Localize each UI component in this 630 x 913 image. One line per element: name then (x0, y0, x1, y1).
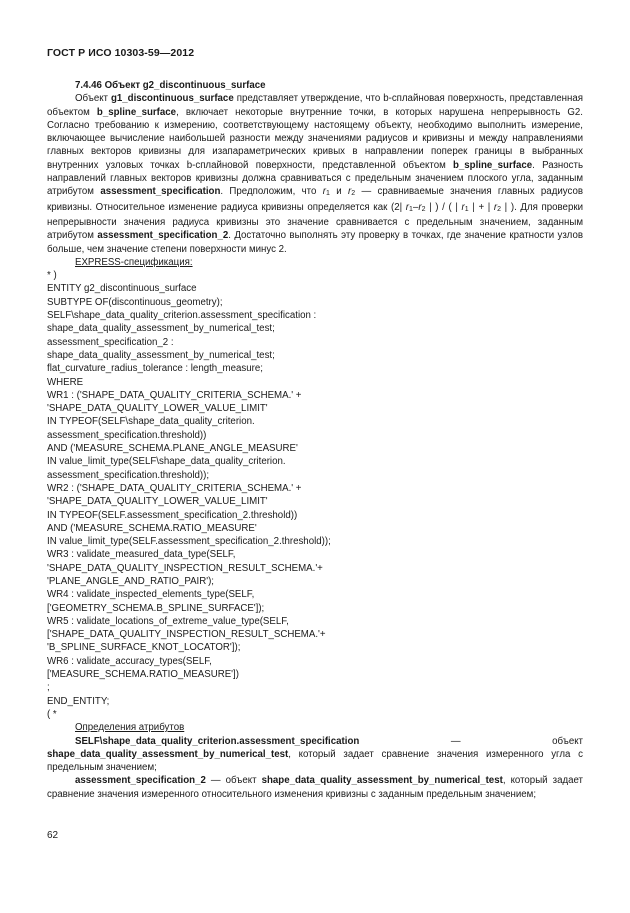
code-line: IN value_limit_type(SELF.assessment_specification_2.threshold)); (47, 536, 331, 548)
code-line: assessment_specification.threshold)); (47, 469, 210, 481)
code-line: ['SHAPE_DATA_QUALITY_INSPECTION_RESULT_SCHEMA.'+ (47, 629, 326, 641)
code-line: IN TYPEOF(SELF\shape_data_quality_criterion. (47, 416, 255, 428)
code-line: WR2 : ('SHAPE_DATA_QUALITY_CRITERIA_SCHEMA.' + (47, 482, 302, 494)
code-line: WR1 : ('SHAPE_DATA_QUALITY_CRITERIA_SCHEMA.' + (47, 389, 302, 401)
text-run: | ). Для проверки непрерывности значения радиуса кривизны это значение сравнивается с предельным значением, заданным атрибутом (47, 201, 583, 242)
text-run: , который задает сравнение значения измеренного угла с предельным значением; (47, 748, 583, 774)
code-line: WR3 : validate_measured_data_type(SELF, (47, 549, 236, 561)
text-run: – (412, 201, 419, 213)
code-line: 'SHAPE_DATA_QUALITY_LOWER_VALUE_LIMIT' (47, 403, 268, 415)
document-body (47, 79, 583, 801)
math-sub: 1 (325, 190, 330, 198)
code-line: WR6 : validate_accuracy_types(SELF, (47, 655, 212, 667)
math-var: r (418, 201, 422, 213)
attribute-name: assessment_specification (100, 186, 221, 198)
code-line: SUBTYPE OF(discontinuous_geometry); (47, 296, 223, 308)
entity-name: b_spline_surface (96, 106, 177, 118)
code-line: IN value_limit_type(SELF\shape_data_quality_criterion. (47, 456, 286, 468)
math-sub: 2 (351, 190, 356, 198)
code-line: WR4 : validate_inspected_elements_type(SELF, (47, 589, 255, 601)
express-code-block (47, 269, 583, 721)
text-run: Объект (75, 93, 111, 105)
section-title: 7.4.46 Объект g2_discontinuous_surface (75, 80, 266, 91)
code-line: ['MEASURE_SCHEMA.RATIO_MEASURE']) (47, 669, 239, 681)
code-line: ['GEOMETRY_SCHEMA.B_SPLINE_SURFACE']); (47, 602, 265, 614)
code-line: flat_curvature_radius_tolerance : length_measure; (47, 363, 263, 375)
code-line: shape_data_quality_assessment_by_numerical_test; (47, 349, 275, 361)
code-line: ( * (47, 708, 57, 720)
code-line: 'SHAPE_DATA_QUALITY_LOWER_VALUE_LIMIT' (47, 496, 268, 508)
attribute-definition-2 (47, 774, 583, 801)
text-run: , который задает сравнение значения измеренного относительного изменения кривизны с заданным предельным значением; (47, 775, 583, 800)
text-run: | ) / ( | (425, 201, 462, 213)
intro-paragraph (47, 92, 583, 256)
code-line: WR5 : validate_locations_of_extreme_value_type(SELF, (47, 615, 289, 627)
code-line: IN TYPEOF(SELF.assessment_specification_2.threshold)) (47, 509, 298, 521)
code-line: shape_data_quality_assessment_by_numerical_test; (47, 323, 275, 335)
math-sub: 2 (497, 205, 502, 213)
code-line: * ) (47, 270, 57, 282)
text-run: представляет утверждение, что b-сплайновая поверхность, представленная объектом (47, 93, 583, 118)
entity-name: shape_data_quality_assessment_by_numerical_test (261, 775, 503, 787)
text-run: . Разность направлений главных векторов кривизны должна сравниваться с предельным значением плоского угла, заданным атрибутом (47, 159, 583, 198)
code-line: assessment_specification.threshold)) (47, 429, 207, 441)
text-run: — сравниваемые значения главных радиусов кривизны. Относительное изменение радиуса кривизны определяется как (2| (47, 186, 583, 213)
text-run: . Предположим, что (220, 186, 323, 198)
attributes-label-text: Определения атрибутов (75, 722, 185, 734)
math-sub: 2 (421, 205, 426, 213)
text-run: — объект (205, 775, 262, 787)
code-line: WHERE (47, 376, 84, 388)
math-sub: 1 (464, 205, 469, 213)
math-var: r (493, 201, 498, 213)
code-line: AND ('MEASURE_SCHEMA.PLANE_ANGLE_MEASURE' (47, 443, 298, 455)
code-line: 'SHAPE_DATA_QUALITY_INSPECTION_RESULT_SCHEMA.'+ (47, 562, 323, 574)
code-line: SELF\shape_data_quality_criterion.assessment_specification : (47, 310, 317, 322)
text-run: — объект (359, 735, 583, 747)
running-header: ГОСТ Р ИСО 10303-59—2012 (47, 47, 195, 59)
code-line: ENTITY g2_discontinuous_surface (47, 283, 197, 295)
math-var: r (347, 186, 352, 198)
code-line: AND ('MEASURE_SCHEMA.RATIO_MEASURE' (47, 522, 257, 534)
entity-name: b_spline_surface (452, 159, 533, 171)
attribute-name: SELF\shape_data_quality_criterion.assessment_specification (75, 735, 360, 747)
attribute-definition-1 (47, 735, 583, 775)
text-run: , включает некоторые внутренние точки, в которых нарушена непрерывность G2. Согласно требованию к измерению, соответствующему настоящему объекту, необходимо выполнить измерение, включающее вычисление наибольшей разности между значениями радиусов и кривизны и между направлениями главных векторов кривизны для изапараметрических кривых в направлении поперек границы в выбранных внутренних узловых точках b-сплайновой поверхности, представленной объектом (47, 106, 583, 171)
text-run: и (329, 186, 348, 198)
code-line: assessment_specification_2 : (47, 336, 174, 348)
entity-name: shape_data_quality_assessment_by_numerical_test (47, 748, 289, 760)
attributes-label (47, 721, 583, 734)
express-label-text: EXPRESS-спецификация: (75, 256, 193, 268)
math-sub: 1 (409, 205, 413, 213)
text-run: . Достаточно выполнять эту проверку в точках, где значение кратности узлов больше, чем значение степени поверхности минус 2. (47, 230, 583, 255)
express-label (47, 256, 583, 269)
math-var: r (461, 201, 465, 213)
attribute-name: assessment_specification_2 (97, 230, 229, 242)
math-var: r (405, 201, 410, 213)
math-var: r (322, 186, 326, 198)
code-line: ; (47, 682, 50, 694)
text-run: | + | (468, 201, 494, 213)
code-line: END_ENTITY; (47, 695, 110, 707)
entity-name: g1_discontinuous_surface (110, 93, 234, 105)
page-number: 62 (47, 830, 59, 841)
code-line: 'PLANE_ANGLE_AND_RATIO_PAIR'); (47, 575, 215, 587)
attribute-name: assessment_specification_2 (75, 775, 206, 787)
code-line: 'B_SPLINE_SURFACE_KNOT_LOCATOR']); (47, 642, 241, 654)
